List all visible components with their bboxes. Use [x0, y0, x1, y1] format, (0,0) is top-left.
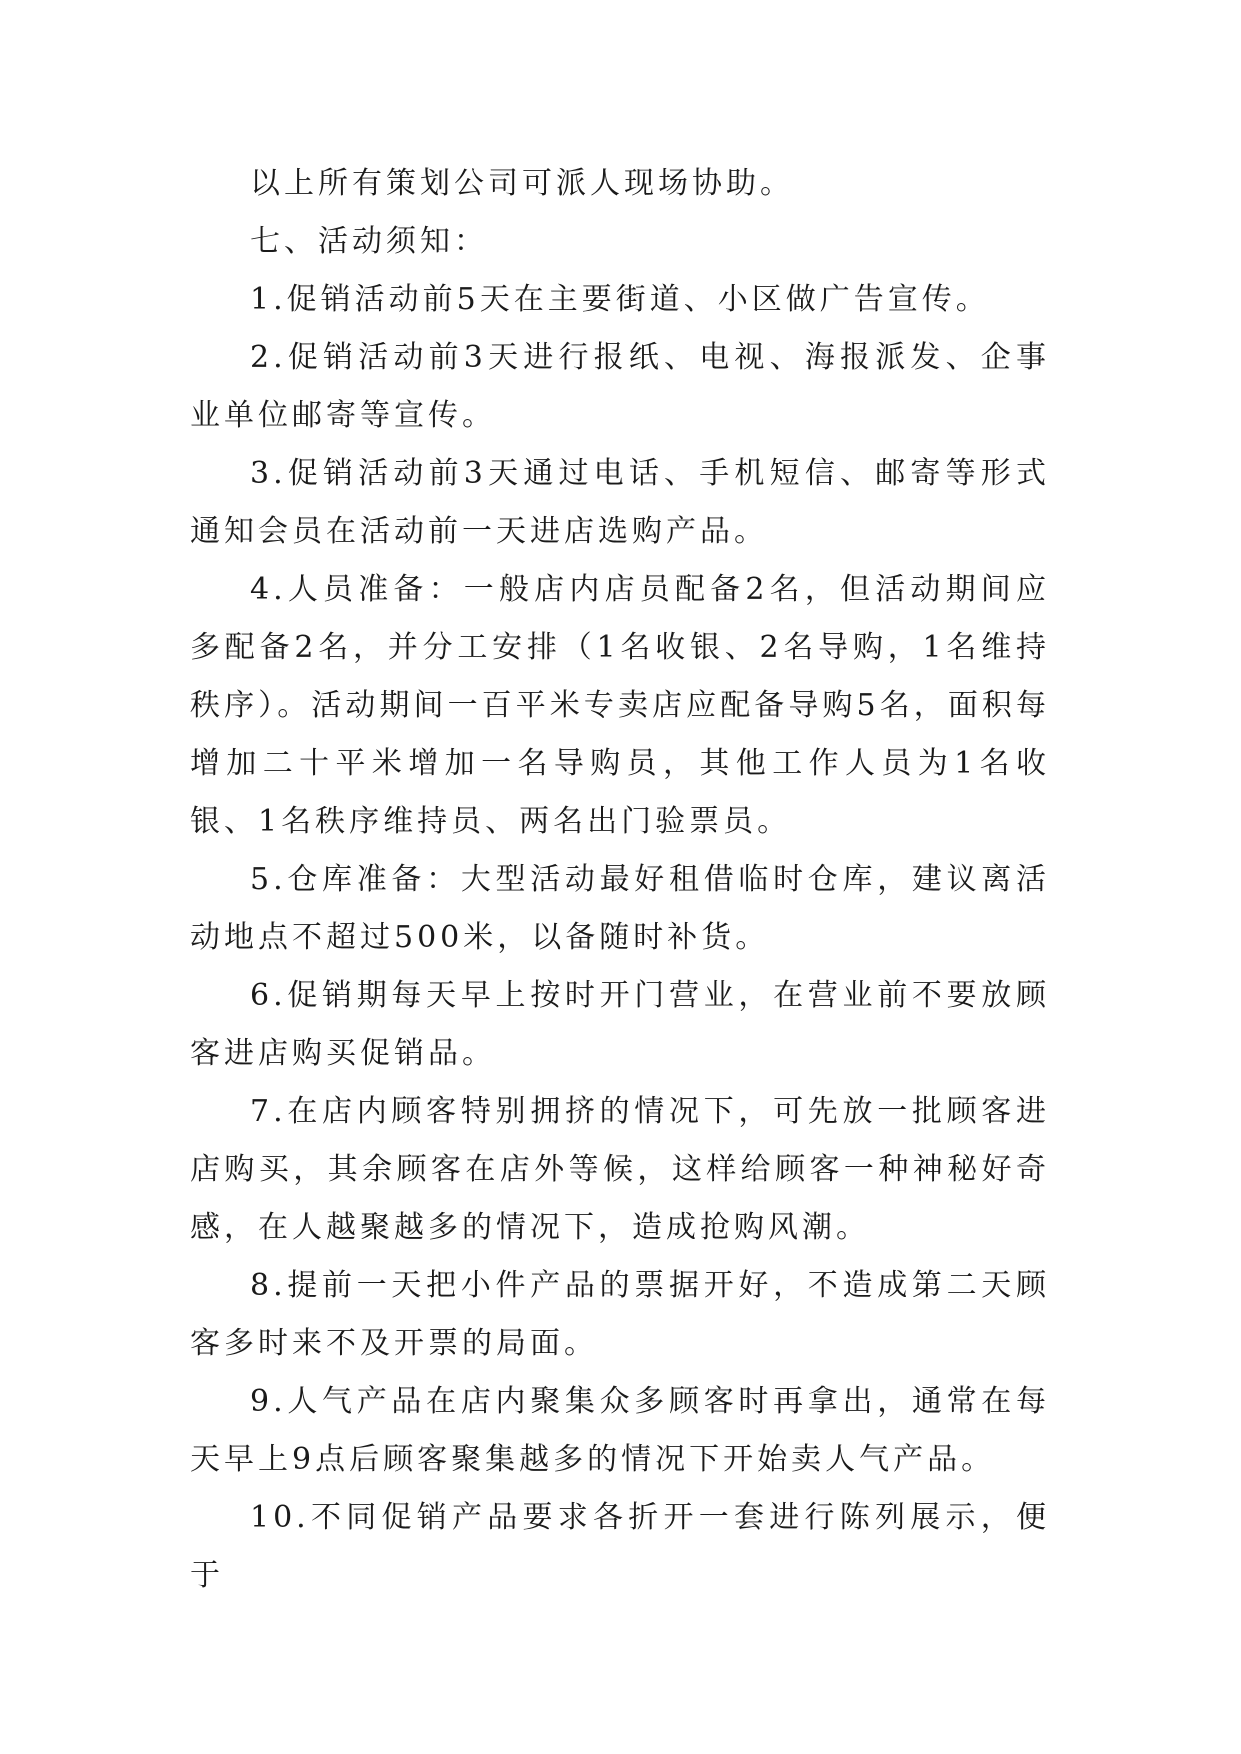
notice-item-4: 4.人员准备：一般店内店员配备2名，但活动期间应多配备2名，并分工安排（1名收银、2名导购，1名维持秩序）。活动期间一百平米专卖店应配备导购5名，面积每增加二十平米增加一名导购员，其他工作人员为1名收银、1名秩序维持员、两名出门验票员。 — [190, 572, 1050, 839]
document-body — [190, 155, 1050, 1605]
notice-item-3: 3.促销活动前3天通过电话、手机短信、邮寄等形式通知会员在活动前一天进店选购产品。 — [190, 456, 1050, 549]
notice-item-10: 10.不同促销产品要求各折开一套进行陈列展示，便于 — [190, 1500, 1050, 1593]
notice-item-8: 8.提前一天把小件产品的票据开好，不造成第二天顾客多时来不及开票的局面。 — [190, 1268, 1050, 1361]
notice-item-5: 5.仓库准备：大型活动最好租借临时仓库，建议离活动地点不超过500米，以备随时补货。 — [190, 862, 1050, 955]
section-heading-notice: 七、活动须知： — [250, 224, 488, 259]
notice-item-1: 1.促销活动前5天在主要街道、小区做广告宣传。 — [250, 282, 990, 317]
paragraph-intro: 以上所有策划公司可派人现场协助。 — [250, 166, 794, 201]
notice-item-2: 2.促销活动前3天进行报纸、电视、海报派发、企事业单位邮寄等宣传。 — [190, 340, 1050, 433]
notice-item-7: 7.在店内顾客特别拥挤的情况下，可先放一批顾客进店购买，其余顾客在店外等候，这样给顾客一种神秘好奇感，在人越聚越多的情况下，造成抢购风潮。 — [190, 1094, 1050, 1245]
notice-item-9: 9.人气产品在店内聚集众多顾客时再拿出，通常在每天早上9点后顾客聚集越多的情况下开始卖人气产品。 — [190, 1384, 1050, 1477]
notice-item-6: 6.促销期每天早上按时开门营业，在营业前不要放顾客进店购买促销品。 — [190, 978, 1050, 1071]
